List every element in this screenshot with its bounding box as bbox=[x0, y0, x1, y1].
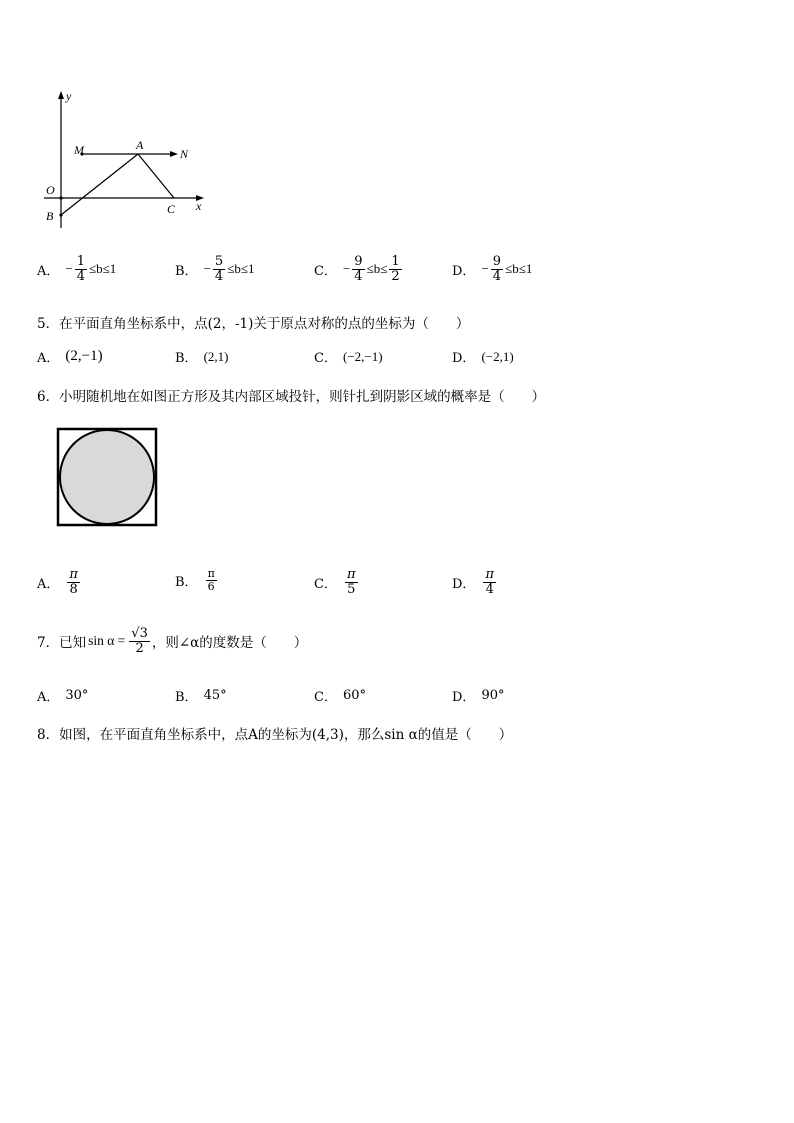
label-o: O bbox=[46, 183, 55, 197]
q6-option-a[interactable]: A． $\frac{\pi}{8}$ bbox=[37, 567, 78, 597]
q6-option-c[interactable]: C． $\frac{\pi}{5}$ bbox=[314, 567, 356, 597]
label-y: y bbox=[66, 89, 72, 103]
label-a: A bbox=[136, 138, 144, 152]
fraction: $\frac{9}{4}$ bbox=[492, 254, 502, 284]
q7-option-d[interactable]: D． 90° bbox=[452, 688, 505, 705]
label-n: N bbox=[180, 147, 189, 161]
question-7: 7．已知 sin α = $\frac{√3}{2}$ ，则∠α的度数是（ ） bbox=[37, 626, 308, 656]
q4-option-b[interactable]: B． − $\frac{5}{4}$ ≤b≤1 bbox=[175, 254, 255, 284]
label-b: B bbox=[46, 209, 54, 223]
q6-option-d[interactable]: D． $\frac{\pi}{4}$ bbox=[452, 567, 494, 597]
fraction: $\frac{\pi}{4}$ bbox=[485, 567, 494, 597]
q7-option-b[interactable]: B． 45° bbox=[175, 688, 227, 705]
q6-option-b[interactable]: B． $\frac{\pi}{6}$ bbox=[175, 567, 215, 593]
fraction: $\frac{\pi}{5}$ bbox=[346, 567, 356, 597]
coordinate-figure bbox=[36, 88, 216, 233]
fraction: $\frac{\pi}{8}$ bbox=[69, 567, 78, 597]
question-8: 8．如图，在平面直角坐标系中，点A的坐标为(4,3)，那么sin α的值是（ ） bbox=[37, 727, 513, 743]
question-5: 5．在平面直角坐标系中，点(2，-1)关于原点对称的点的坐标为（ ） bbox=[37, 316, 470, 332]
q4-option-c[interactable]: C． − $\frac{9}{4}$ ≤b≤ $\frac{1}{2}$ bbox=[314, 254, 400, 284]
fraction: $\frac{5}{4}$ bbox=[214, 254, 224, 284]
shaded-circle bbox=[60, 430, 154, 524]
q5-option-c[interactable]: C． (−2,−1) bbox=[314, 348, 383, 366]
fraction: $\frac{1}{4}$ bbox=[76, 254, 86, 284]
q7-option-a[interactable]: A． 30° bbox=[37, 688, 89, 705]
q5-option-d[interactable]: D． (−2,1) bbox=[452, 348, 514, 366]
square-circle-figure bbox=[56, 427, 160, 527]
q4-option-d[interactable]: D． − $\frac{9}{4}$ ≤b≤1 bbox=[452, 254, 533, 284]
q5-option-a[interactable]: A． (2,−1) bbox=[37, 348, 103, 366]
label-x: x bbox=[196, 199, 202, 213]
q4-option-a[interactable]: A． − $\frac{1}{4}$ ≤b≤1 bbox=[37, 254, 117, 284]
fraction: $\frac{1}{2}$ bbox=[391, 254, 400, 284]
fraction: $\frac{√3}{2}$ bbox=[131, 626, 148, 656]
label-m: M bbox=[74, 143, 84, 157]
q5-option-b[interactable]: B． (2,1) bbox=[175, 348, 229, 366]
fraction: $\frac{9}{4}$ bbox=[354, 254, 363, 284]
question-6: 6．小明随机地在如图正方形及其内部区域投针，则针扎到阴影区域的概率是（ ） bbox=[37, 389, 546, 405]
label-c: C bbox=[167, 202, 176, 216]
q7-option-c[interactable]: C． 60° bbox=[314, 688, 366, 705]
fraction: $\frac{\pi}{6}$ bbox=[207, 567, 215, 593]
